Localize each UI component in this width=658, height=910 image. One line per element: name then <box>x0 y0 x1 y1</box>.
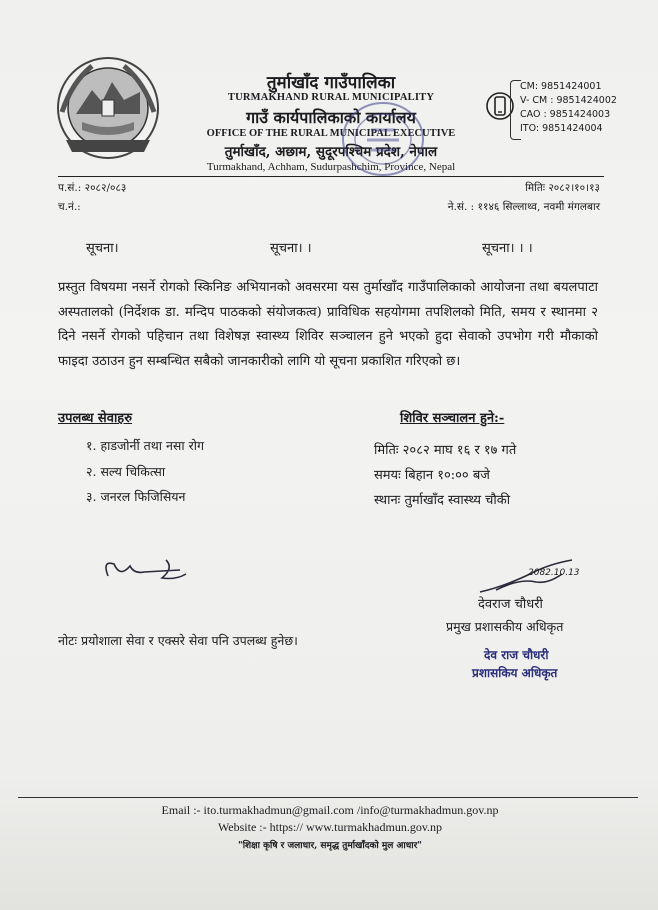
footer-slogan: "शिक्षा कृषि र जलाधार, समृद्ध तुर्माखाँदको मुल आधार" <box>238 841 422 851</box>
services-title: उपलब्ध सेवाहरु <box>58 411 132 426</box>
officer-title: प्रमुख प्रशासकीय अधिकृत <box>446 619 564 634</box>
office-stamp <box>335 96 431 182</box>
officer-name: देवराज चौधरी <box>478 597 543 612</box>
emblem-icon <box>52 52 164 164</box>
header-rule <box>58 176 604 177</box>
municipality-name-en: TURMAKHAND RURAL MUNICIPALITY <box>227 92 435 103</box>
contact-list <box>520 80 642 140</box>
contact-cm: CM: 9851424001 <box>520 81 602 92</box>
office-name-ne: गाउँ कार्यपालिकाको कार्यालय <box>246 108 416 127</box>
notice-heading-2: सूचना। । <box>270 241 312 256</box>
contact-vcm: V- CM : 9851424002 <box>520 95 617 106</box>
contact-ito: ITO: 9851424004 <box>520 123 603 134</box>
camp-date: मितिः २०८२ माघ १६ र १७ गते <box>374 443 517 458</box>
notice-heading-3: सूचना। । । <box>482 241 533 256</box>
office-name-en: OFFICE OF THE RURAL MUNICIPAL EXECUTIVE <box>206 128 456 139</box>
footer-website: Website :- https:// www.turmakhadmun.gov.np <box>217 820 443 834</box>
nepal-era-date: ने.सं. : ११४६ सिल्लाथ्व, नवमी मंगलबार <box>447 201 600 213</box>
camp-time: समयः बिहान १०:०० बजे <box>374 468 490 483</box>
address-ne: तुर्माखाँद, अछाम, सुदूरपश्चिम प्रदेश, नेपाल <box>224 144 438 160</box>
stamp-name: देव राज चौधरी <box>484 648 549 662</box>
service-item-3: ३. जनरल फिजिसियन <box>86 489 186 504</box>
footer-rule <box>18 797 638 798</box>
fiscal-year: प.सं.: २०८२/०८३ <box>58 182 127 194</box>
notice-heading-1: सूचना। <box>86 241 119 256</box>
camp-title: शिविर सञ्चालन हुने:- <box>400 411 505 426</box>
service-item-1: १. हाडजोर्नी तथा नसा रोग <box>86 438 204 453</box>
footer-email: Email :- ito.turmakhadmun@gmail.com /info@turmakhadmun.gov.np <box>161 803 499 817</box>
service-item-2: २. सल्य चिकित्सा <box>86 464 166 479</box>
notice-body: प्रस्तुत विषयमा नसर्ने रोगको स्किनिङ अभियानको अवसरमा यस तुर्माखाँद गाउँपालिकाको आयोजना तथा बयलपाटा अस्पतालको (निर्देशक डा. मन्दिप पाठकको संयोजकत्व) प्राविधिक सहयोगमा तपशिलको मिति, समय र स्थानमा २ दिने नसर्ने रोगको पहिचान तथा विशेषज्ञ स्वास्थ्य शिविर सञ्चालन हुने भएको हुदा सेवाको उपभोग गरी मौकाको फाइदा उठाउन हुन सम्बन्धित सबैको जानकारीको लागि यो सूचना प्रकाशित गरिएको छ। <box>58 280 598 369</box>
left-signature <box>100 552 196 586</box>
signature-date: 2082.10.13 <box>528 568 580 578</box>
note: नोटः प्रयोशाला सेवा र एक्सरे सेवा पनि उपलब्ध हुनेछ। <box>58 633 298 648</box>
letter-date: मितिः २०८२।१०।१३ <box>525 182 600 194</box>
camp-place: स्थानः तुर्माखाँद स्वास्थ्य चौकी <box>374 493 511 508</box>
contact-cao: CAO : 9851424003 <box>520 109 611 120</box>
address-en: Turmakhand, Achham, Sudurpashchim, Province, Nepal <box>206 161 456 173</box>
stamp-title: प्रशासकिय अधिकृत <box>472 666 558 680</box>
dispatch-number: च.नं.: <box>58 201 81 213</box>
municipality-name-ne: तुर्माखाँद गाउँपालिका <box>266 73 396 93</box>
